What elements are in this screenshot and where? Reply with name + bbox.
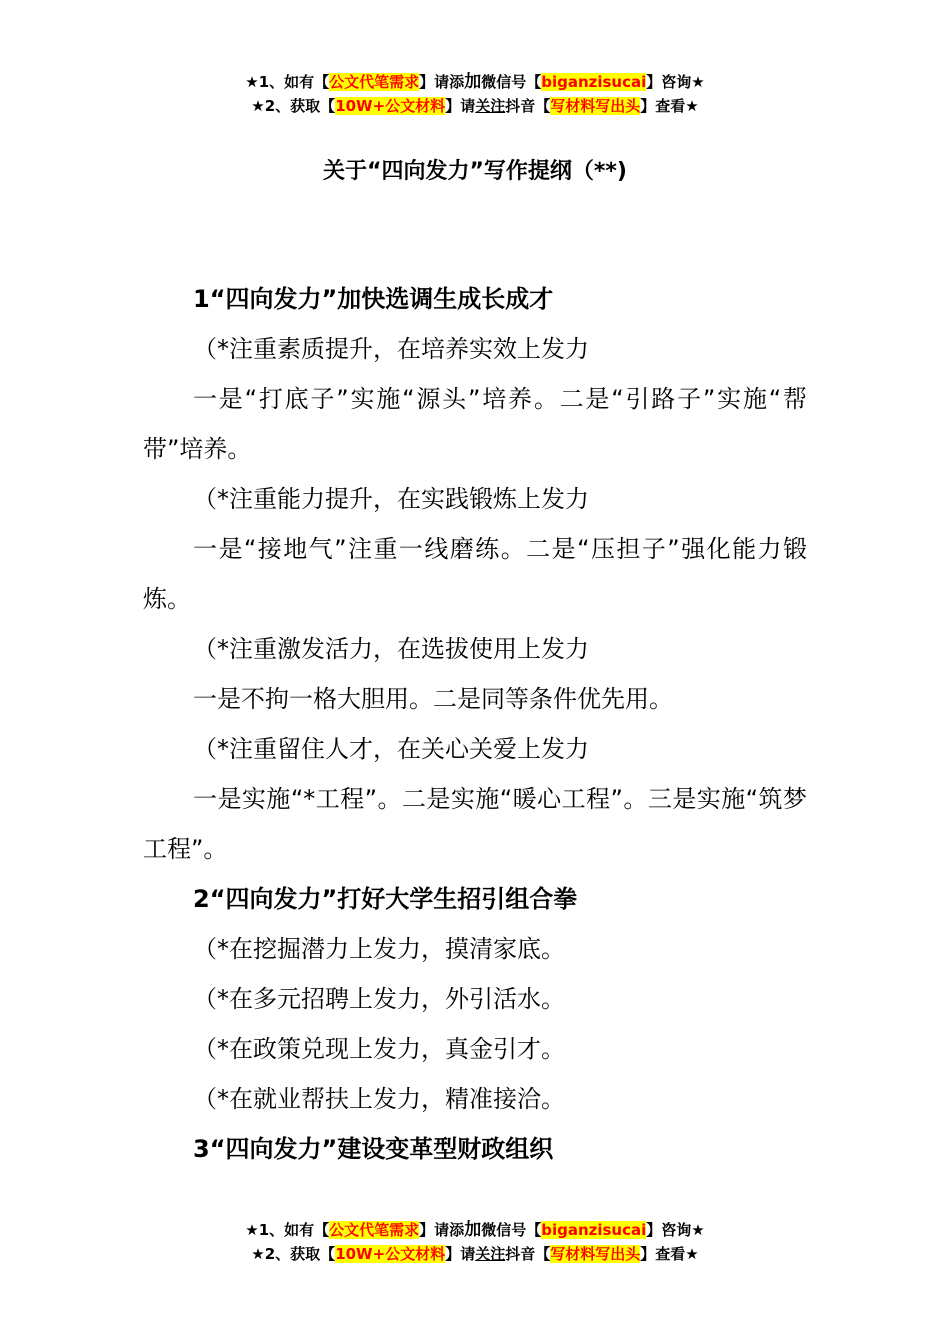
banner-line-2 [0,94,950,118]
banner-emphasis: 加 [464,1220,482,1240]
banner-emphasis: 关注 [475,1245,506,1263]
document-title: 关于“四向发力”写作提纲（**) [323,159,627,184]
banner-text: 】请 [445,1245,476,1263]
subheading: （*注重留住人才，在关心关爱上发力 [193,735,589,763]
banner-highlight-service: 公文代笔需求 [329,1221,420,1239]
body-paragraph: 一是“接地气”注重一线磨练。二是“压担子”强化能力锻炼。 [143,535,807,613]
subheading: （*在挖掘潜力上发力，摸清家底。 [193,935,565,963]
subheading: （*在多元招聘上发力，外引活水。 [193,985,565,1013]
banner-highlight-wechat-id: biganzisucai [541,73,647,91]
banner-text: 】查看★ [640,1245,699,1263]
banner-highlight-wechat-id: biganzisucai [541,1221,647,1239]
banner-line-1 [0,70,950,94]
section-heading: 2“四向发力”打好大学生招引组合拳 [193,885,578,913]
banner-highlight-service: 公文代笔需求 [329,73,420,91]
subheading: （*在就业帮扶上发力，精准接洽。 [193,1085,565,1113]
banner-text: 】查看★ [640,97,699,115]
subheading: （*注重能力提升，在实践锻炼上发力 [193,485,589,513]
banner-text: 微信号【 [481,1221,542,1239]
section-heading: 1“四向发力”加快选调生成长成才 [193,285,554,313]
banner-text: ★1、如有【 [245,1221,330,1239]
document-body [143,274,807,1174]
banner-text: 微信号【 [481,73,542,91]
banner-highlight-douyin: 写材料写出头 [550,1245,641,1263]
banner-highlight-materials: 10W+公文材料 [335,97,446,115]
banner-text: 】请添 [419,1221,465,1239]
banner-text: 】请 [445,97,476,115]
subheading: （*在政策兑现上发力，真金引才。 [193,1035,565,1063]
header-banner [0,70,950,118]
banner-highlight-materials: 10W+公文材料 [335,1245,446,1263]
banner-text: 】咨询★ [646,1221,705,1239]
banner-text: 抖音【 [505,1245,551,1263]
body-paragraph: 一是“打底子”实施“源头”培养。二是“引路子”实施“帮带”培养。 [143,385,807,463]
banner-line-1 [0,1218,950,1242]
banner-emphasis: 关注 [475,97,506,115]
banner-line-2 [0,1242,950,1266]
banner-text: 抖音【 [505,97,551,115]
banner-text: ★2、获取【 [251,97,336,115]
banner-text: 】请添 [419,73,465,91]
banner-text: ★1、如有【 [245,73,330,91]
body-paragraph: 一是不拘一格大胆用。二是同等条件优先用。 [193,685,673,713]
footer-banner [0,1218,950,1266]
banner-text: ★2、获取【 [251,1245,336,1263]
banner-emphasis: 加 [464,72,482,92]
section-heading: 3“四向发力”建设变革型财政组织 [193,1135,554,1163]
body-paragraph: 一是实施“*工程”。二是实施“暖心工程”。三是实施“筑梦工程”。 [143,785,807,863]
banner-text: 】咨询★ [646,73,705,91]
subheading: （*注重激发活力，在选拔使用上发力 [193,635,589,663]
banner-highlight-douyin: 写材料写出头 [550,97,641,115]
subheading: （*注重素质提升，在培养实效上发力 [193,335,589,363]
